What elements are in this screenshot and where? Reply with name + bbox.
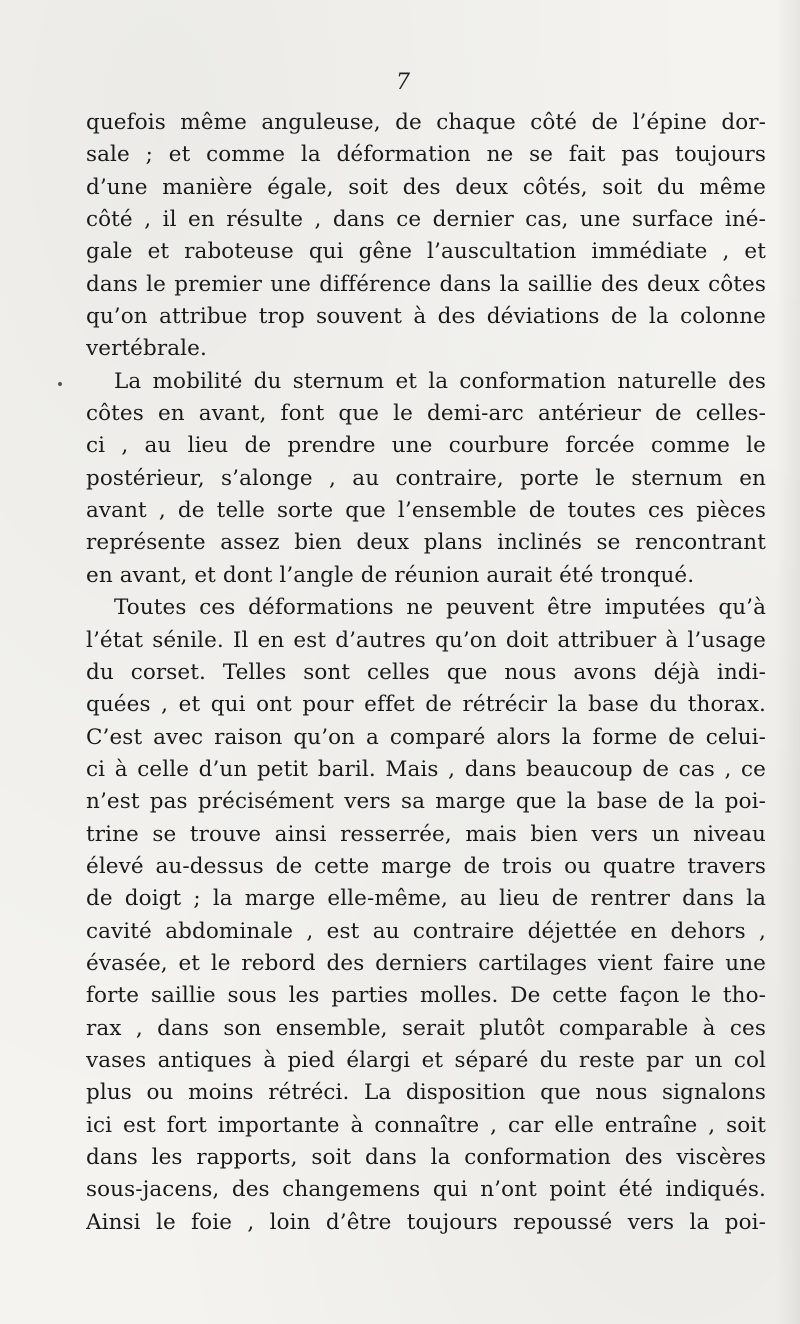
text-line: quefois même anguleuse, de chaque côté de l’épine dor- (86, 110, 766, 135)
text-line: Ainsi le foie , loin d’être toujours repoussé vers la poi- (86, 1209, 766, 1235)
text-line: Toutes ces déformations ne peuvent être imputées qu’à (114, 595, 766, 621)
text-line: plus ou moins rétréci. La disposition que nous signalons (86, 1080, 766, 1106)
text-line: C’est avec raison qu’on a comparé alors la forme de celui- (86, 724, 766, 750)
text-line: ci à celle d’un petit baril. Mais , dans beaucoup de cas , ce (86, 756, 766, 782)
text-line: sous-jacens, des changemens qui n’ont point été indiqués. (86, 1177, 766, 1203)
text-line: quées , et qui ont pour effet de rétrécir la base du thorax. (86, 692, 766, 718)
text-line: n’est pas précisément vers sa marge que la base de la poi- (86, 789, 766, 815)
text-line: de doigt ; la marge elle-même, au lieu de rentrer dans la (86, 886, 766, 912)
text-line: postérieur, s’alonge , au contraire, porte le sternum en (86, 465, 766, 491)
text-line: rax , dans son ensemble, serait plutôt comparable à ces (86, 1015, 766, 1041)
text-line: côtes en avant, font que le demi-arc antérieur de celles- (86, 401, 766, 427)
text-line: ici est fort importante à connaître , car elle entraîne , soit (86, 1112, 766, 1138)
text-line: d’une manière égale, soit des deux côtés, soit du même (86, 174, 766, 200)
text-line: vases antiques à pied élargi et séparé du reste par un col (86, 1047, 766, 1073)
page-edge-shadow (776, 0, 800, 1324)
text-line: sale ; et comme la déformation ne se fait pas toujours (86, 142, 766, 168)
text-line: représente assez bien deux plans inclinés se rencontrant (86, 530, 766, 556)
text-line: évasée, et le rebord des derniers cartilages vient faire une (86, 950, 766, 976)
page-number: 7 (396, 70, 410, 95)
text-line: gale et raboteuse qui gêne l’auscultation immédiate , et (86, 239, 766, 265)
text-line: élevé au-dessus de cette marge de trois ou quatre travers (86, 853, 766, 879)
text-line: La mobilité du sternum et la conformation naturelle des (114, 368, 766, 394)
text-line: côté , il en résulte , dans ce dernier cas, une surface iné- (86, 207, 766, 233)
text-line: dans les rapports, soit dans la conformation des viscères (86, 1145, 766, 1170)
text-line: forte saillie sous les parties molles. De cette façon le tho- (86, 983, 766, 1009)
text-line: vertébrale. (86, 336, 207, 362)
text-line: cavité abdominale , est au contraire déjettée en dehors , (86, 918, 766, 944)
text-line: dans le premier une différence dans la saillie des deux côtes (86, 271, 766, 297)
body-text (86, 107, 766, 1239)
text-line: avant , de telle sorte que l’ensemble de toutes ces pièces (86, 498, 766, 524)
text-line: qu’on attribue trop souvent à des déviations de la colonne (86, 304, 766, 330)
text-line: ci , au lieu de prendre une courbure forcée comme le (86, 433, 766, 459)
text-line: du corset. Telles sont celles que nous avons déjà indi- (86, 659, 766, 685)
margin-ink-dot (58, 382, 62, 386)
text-line: en avant, et dont l’angle de réunion aurait été tronqué. (86, 562, 695, 588)
text-line: l’état sénile. Il en est d’autres qu’on doit attribuer à l’usage (86, 627, 766, 653)
text-line: trine se trouve ainsi resserrée, mais bien vers un niveau (86, 821, 766, 847)
